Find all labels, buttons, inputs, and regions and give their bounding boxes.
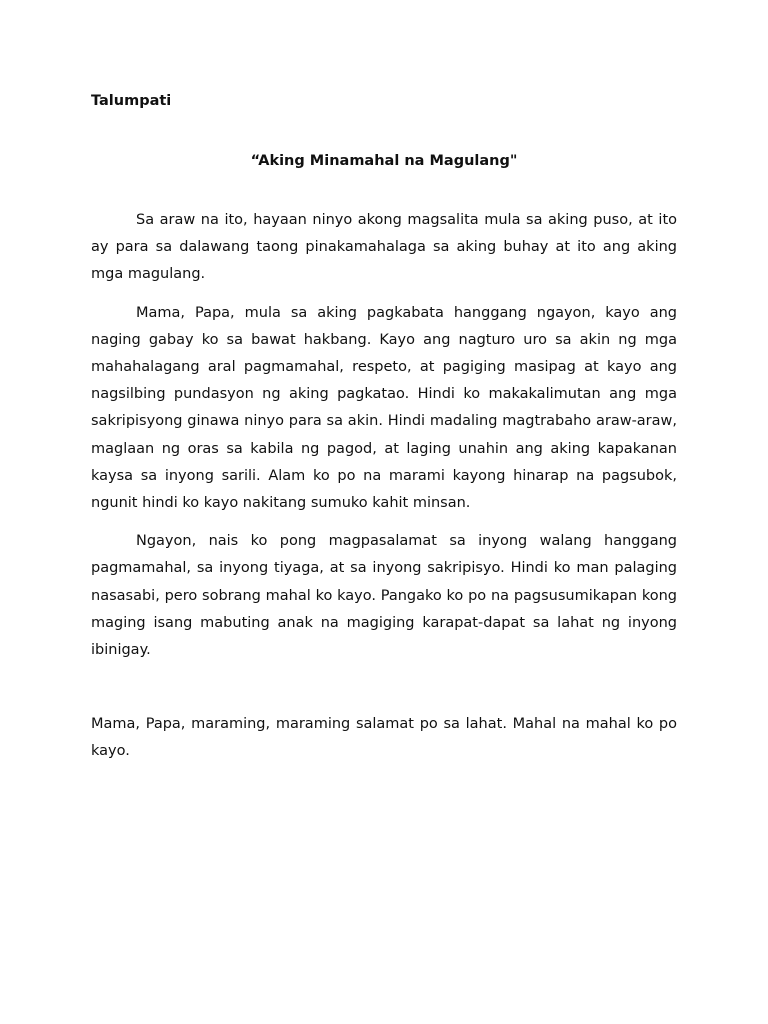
closing-paragraph: Mama, Papa, maraming, maraming salamat po sa lahat. Mahal na mahal ko po kayo. bbox=[91, 716, 677, 760]
speech-title: “Aking Minamahal na Magulang" bbox=[250, 153, 518, 169]
document-body bbox=[91, 90, 677, 766]
paragraph-2: Mama, Papa, mula sa aking pagkabata hanggang ngayon, kayo ang naging gabay ko sa bawat hakbang. Kayo ang nagturo uro sa akin ng mga mahahalagang aral pagmamahal, respeto, at pagiging masipag at kayo ang nagsilbing pundasyon ng aking pagkatao. Hindi ko makakalimutan ang mga sakripisyong ginawa ninyo para sa akin. Hindi madaling magtrabaho araw-araw, maglaan ng oras sa kabila ng pagod, at laging unahin ang aking kapakanan kaysa sa inyong sarili. Alam ko po na marami kayong hinarap na pagsubok, ngunit hindi ko kayo nakitang sumuko kahit minsan. bbox=[91, 304, 677, 512]
document-heading: Talumpati bbox=[91, 93, 172, 109]
paragraph-3: Ngayon, nais ko pong magpasalamat sa inyong walang hanggang pagmamahal, sa inyong tiyaga, at sa inyong sakripisyo. Hindi ko man palaging nasasabi, pero sobrang mahal ko kayo. Pangako ko po na pagsusumikapan kong maging isang mabuting anak na magiging karapat-dapat sa lahat ng inyong ibinigay. bbox=[91, 533, 677, 659]
paragraph-1: Sa araw na ito, hayaan ninyo akong magsalita mula sa aking puso, at ito ay para sa dalawang taong pinakamahalaga sa aking buhay at ito ang aking mga magulang. bbox=[91, 212, 677, 283]
